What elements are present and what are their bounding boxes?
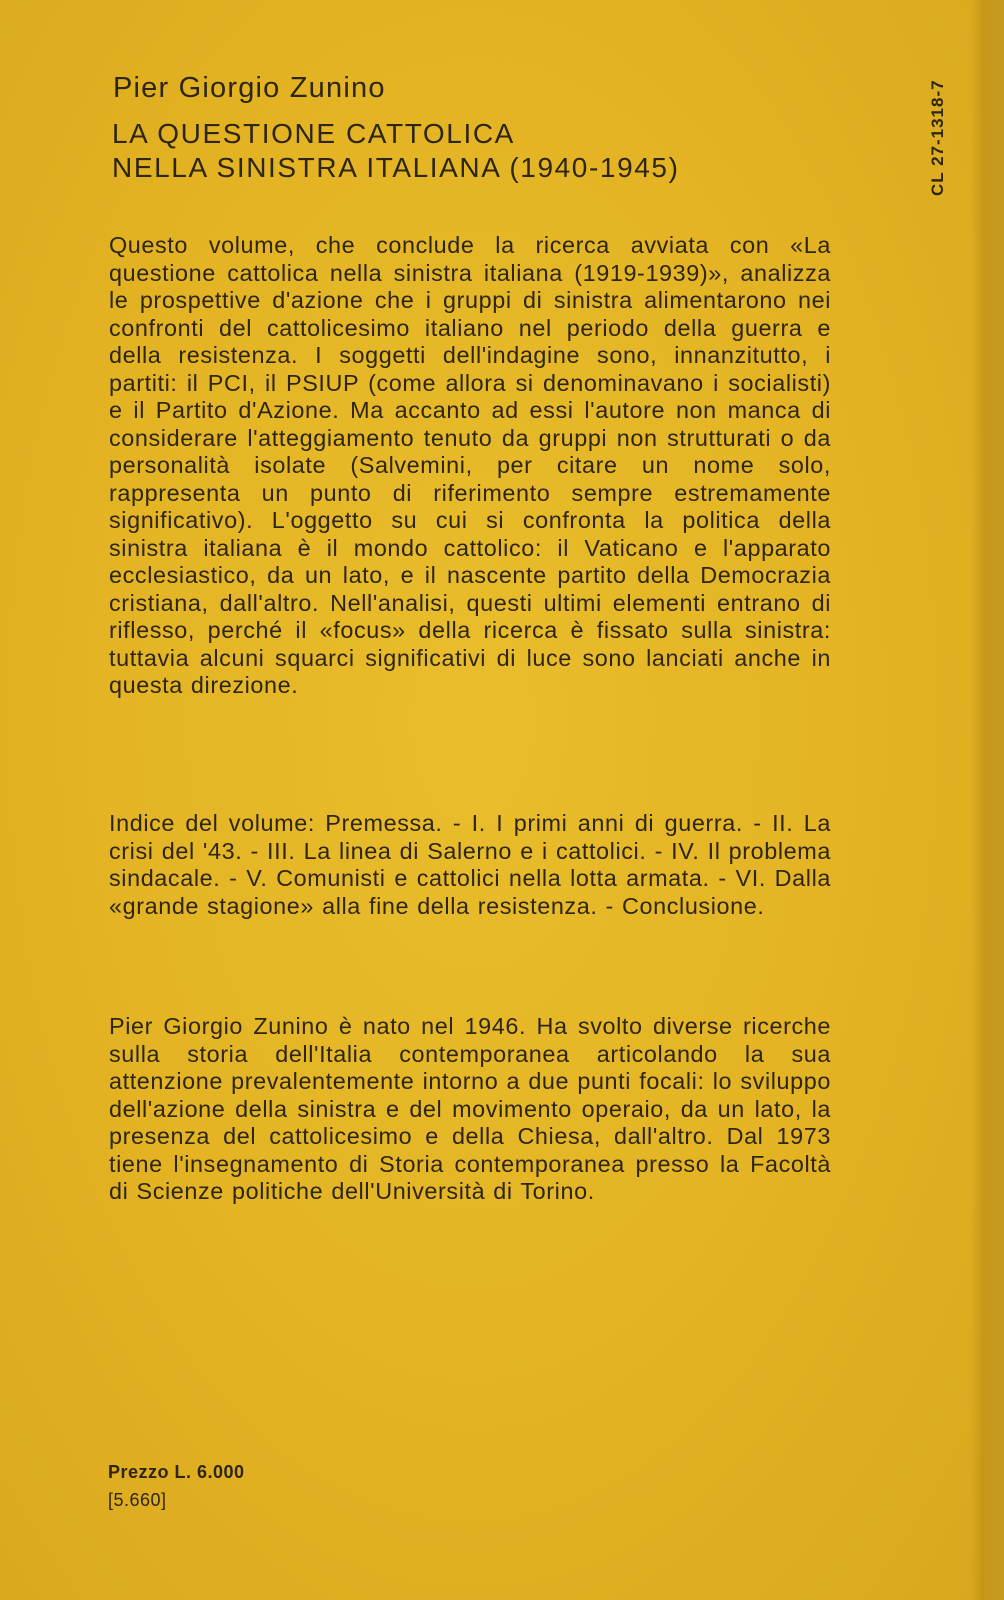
price-label: Prezzo L. 6.000 xyxy=(108,1462,245,1482)
book-title-line-1: LA QUESTIONE CATTOLICA xyxy=(112,118,515,149)
description-paragraph: Questo volume, che conclude la ricerca avviata con «La questione cattolica nella sinistra italiana (1919-1939)», analizza le prospettive d'azione che i gruppi di sinistra alimentarono nei confronti del cattolicesimo italiano nel periodo della guerra e della resistenza. I soggetti dell'indagine sono, innanzitutto, i partiti: il PCI, il PSIUP (come allora si denominavano i socialisti) e il Partito d'Azione. Ma accanto ad essi l'autore non manca di considerare l'atteggiamento tenuto da gruppi non strutturati o da personalità isolate (Salvemini, per citare un nome solo, rappresenta un punto di riferimento sempre estremamente significativo). L'oggetto su cui si confronta la politica della sinistra italiana è il mondo cattolico: il Vaticano e l'apparato ecclesiastico, da un lato, e il nascente partito della Democrazia cristiana, dall'altro. Nell'analisi, questi ultimi elementi entrano di riflesso, perché il «focus» della ricerca è fissato sulla sinistra: tuttavia alcuni squarci significativi di luce sono lanciati anche in questa direzione. xyxy=(109,232,831,698)
author-name: Pier Giorgio Zunino xyxy=(113,72,386,104)
price-code: [5.660] xyxy=(108,1490,167,1510)
book-title-line-2: NELLA SINISTRA ITALIANA (1940-1945) xyxy=(112,152,680,183)
table-of-contents: Indice del volume: Premessa. - I. I primi anni di guerra. - II. La crisi del '43. - III. La linea di Salerno e i cattolici. - IV. Il problema sindacale. - V. Comunisti e cattolici nella lotta armata. - VI. Dalla «grande stagione» alla fine della resistenza. - Conclusione. xyxy=(109,810,831,919)
catalog-code: CL 27-1318-7 xyxy=(928,79,947,196)
author-bio: Pier Giorgio Zunino è nato nel 1946. Ha svolto diverse ricerche sulla storia dell'Italia contemporanea articolando la sua attenzione prevalentemente intorno a due punti focali: lo sviluppo dell'azione della sinistra e del movimento operaio, da un lato, la presenza del cattolicesimo e della Chiesa, dall'altro. Dal 1973 tiene l'insegnamento di Storia contemporanea presso la Facoltà di Scienze politiche dell'Università di Torino. xyxy=(109,1013,831,1204)
book-title xyxy=(112,117,680,185)
